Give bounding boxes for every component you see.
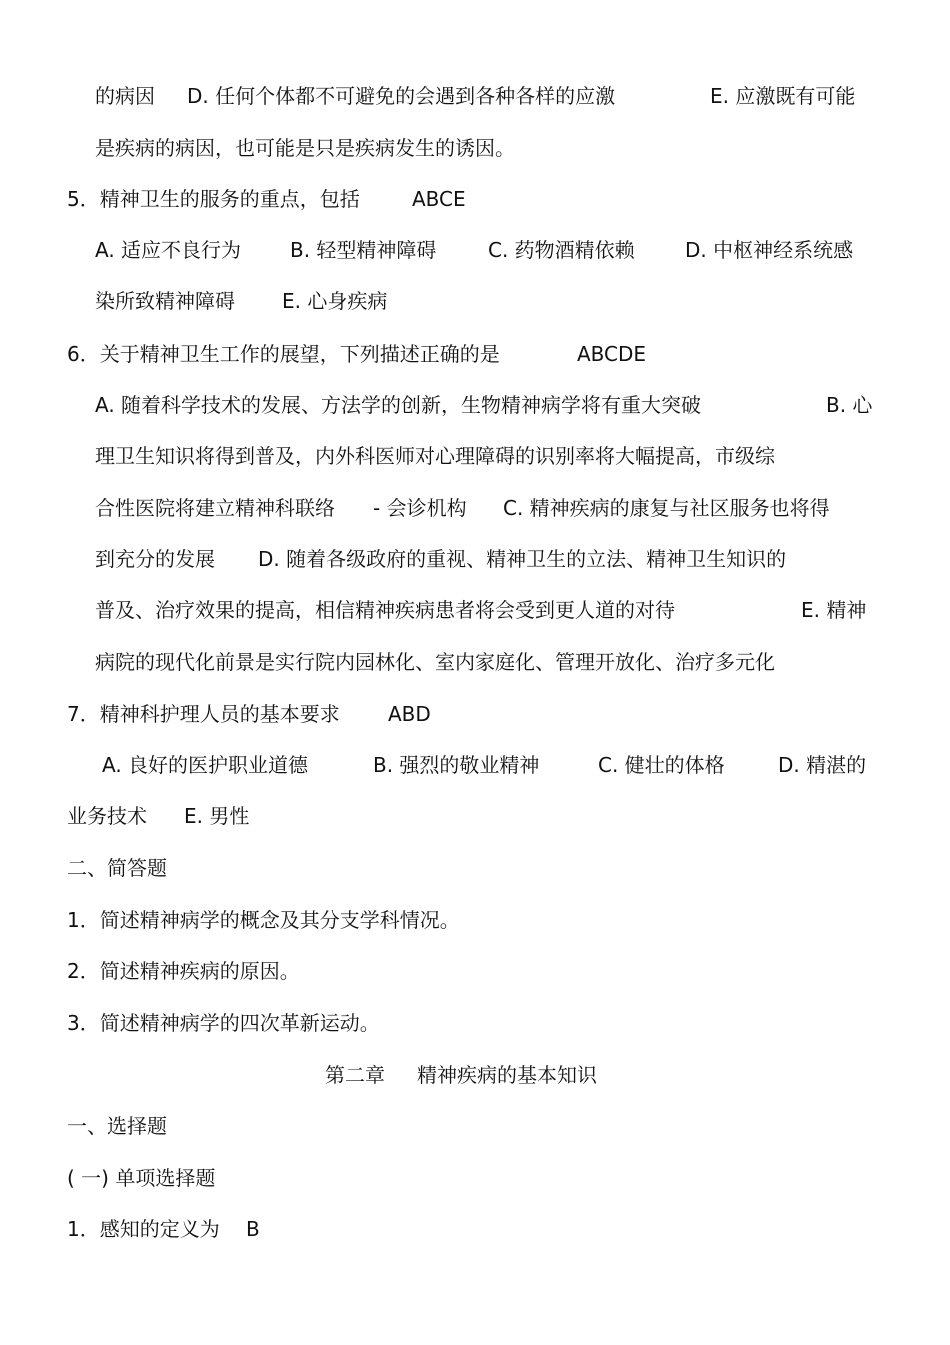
option-d: D. 任何个体都不可避免的会遇到各种各样的应激 <box>187 84 616 108</box>
line-text: 是疾病的病因，也可能是只是疾病发生的诱因。 <box>95 136 515 160</box>
option-b: B. 轻型精神障碍 <box>290 238 437 262</box>
option-a: A. 适应不良行为 <box>95 238 242 262</box>
option-d: D. 随着各级政府的重视、精神卫生的立法、精神卫生知识的 <box>258 547 787 571</box>
option-a: A. 随着科学技术的发展、方法学的创新，生物精神病学将有重大突破 <box>95 393 702 417</box>
chapter-number: 第二章 <box>325 1063 385 1087</box>
line-text: 的病因 <box>95 84 155 108</box>
question-text: 5．精神卫生的服务的重点，包括 <box>67 187 360 211</box>
option-d: D. 中枢神经系统感 <box>685 238 854 262</box>
line-text: 业务技术 <box>67 804 147 828</box>
question-text: 1．感知的定义为 <box>67 1217 220 1241</box>
line-text: 普及、治疗效果的提高，相信精神疾病患者将会受到更人道的对待 <box>95 598 675 622</box>
question-text: 1．简述精神病学的概念及其分支学科情况。 <box>67 908 460 932</box>
question-text: 6．关于精神卫生工作的展望，下列描述正确的是 <box>67 342 500 366</box>
answer-key: ABCDE <box>577 342 647 366</box>
line-text: - 会诊机构 <box>373 496 467 520</box>
option-b: B. 心 <box>826 393 873 417</box>
line-text: 理卫生知识将得到普及，内外科医师对心理障碍的识别率将大幅提高，市级综 <box>95 444 775 468</box>
heading-text: 二、简答题 <box>67 856 167 880</box>
question-text: 3．简述精神病学的四次革新运动。 <box>67 1011 380 1035</box>
line-text: 合性医院将建立精神科联络 <box>95 496 335 520</box>
option-a: A. 良好的医护职业道德 <box>102 753 309 777</box>
answer-key: ABD <box>388 702 431 726</box>
option-e: E. 应激既有可能 <box>710 84 856 108</box>
option-e: E. 男性 <box>184 804 250 828</box>
option-c: C. 精神疾病的康复与社区服务也将得 <box>503 496 830 520</box>
line-text: 到充分的发展 <box>95 547 215 571</box>
chapter-name: 精神疾病的基本知识 <box>417 1063 597 1087</box>
line-text: 染所致精神障碍 <box>95 289 235 313</box>
option-d: D. 精湛的 <box>778 753 867 777</box>
heading-text: ( 一) 单项选择题 <box>67 1166 216 1190</box>
answer-key: ABCE <box>412 187 466 211</box>
option-c: C. 健壮的体格 <box>598 753 725 777</box>
option-e: E. 心身疾病 <box>282 289 388 313</box>
answer-key: B <box>246 1217 260 1241</box>
option-c: C. 药物酒精依赖 <box>488 238 635 262</box>
line-text: 病院的现代化前景是实行院内园林化、室内家庭化、管理开放化、治疗多元化 <box>95 650 775 674</box>
option-e: E. 精神 <box>801 598 867 622</box>
question-text: 2．简述精神疾病的原因。 <box>67 959 300 983</box>
option-b: B. 强烈的敬业精神 <box>373 753 540 777</box>
heading-text: 一、选择题 <box>67 1114 167 1138</box>
question-text: 7．精神科护理人员的基本要求 <box>67 702 340 726</box>
